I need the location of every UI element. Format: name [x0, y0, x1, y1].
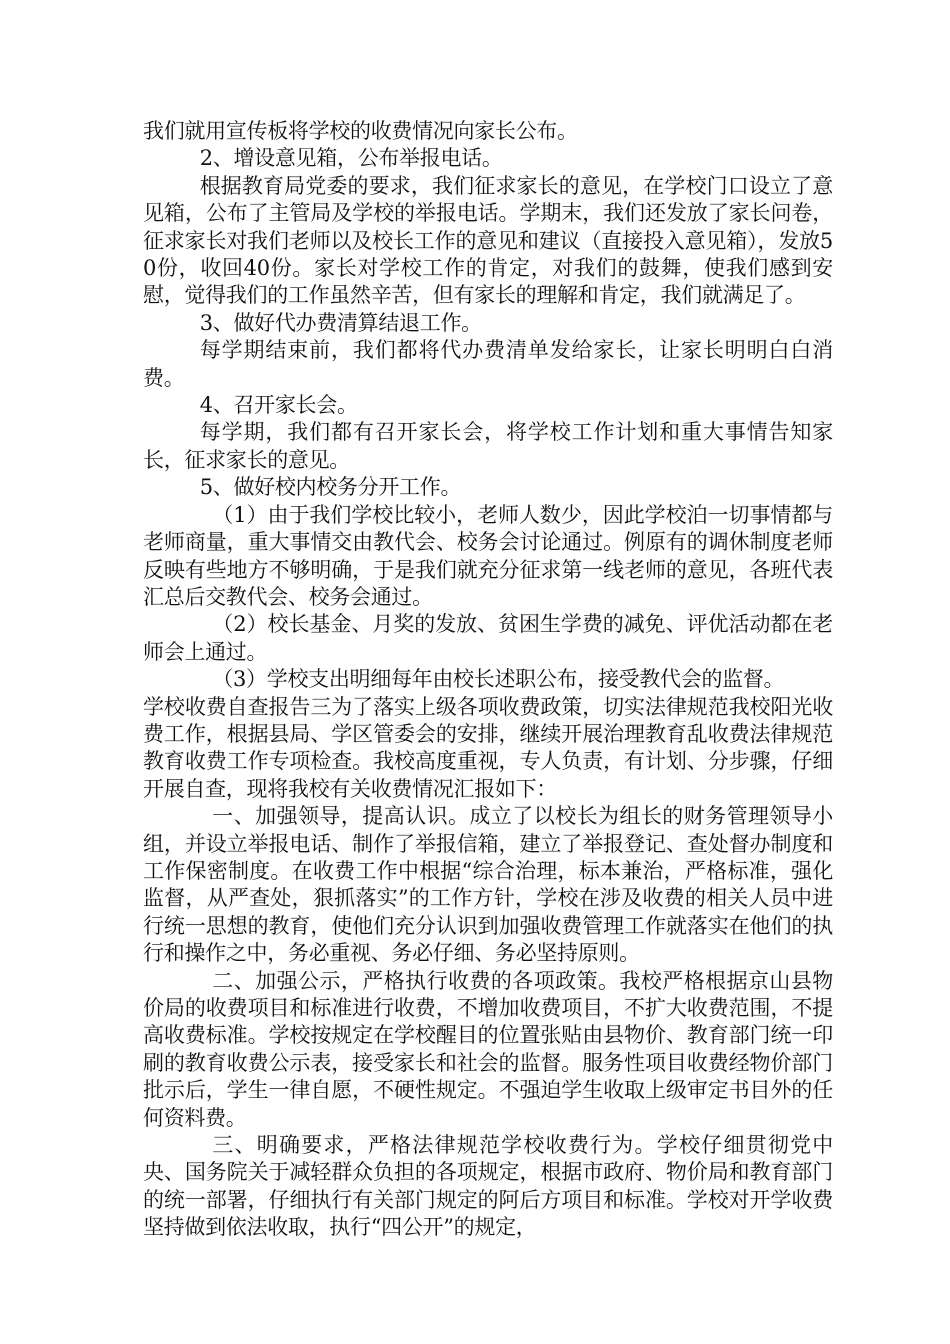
document-body: [143, 118, 833, 1242]
paragraph-heading: 3、做好代办费清算结退工作。: [199, 310, 482, 335]
paragraph: 每学期结束前，我们都将代办费清单发给家长，让家长明明白白消费。: [143, 338, 833, 390]
paragraph-section: 三、明确要求，严格法律规范学校收费行为。学校仔细贯彻党中央、国务院关于减轻群众负担的各项规定，根据市政府、物价局和教育部门的统一部署，仔细执行有关部门规定的阿后方项目和标准。学校对开学收费坚持做到依法收取，执行“四公开”的规定，: [143, 1133, 833, 1240]
paragraph-section: 二、加强公示，严格执行收费的各项政策。我校严格根据京山县物价局的收费项目和标准进行收费，不增加收费项目，不扩大收费范围，不提高收费标准。学校按规定在学校醒目的位置张贴由县物价、教育部门统一印刷的教育收费公示表，接受家长和社会的监督。服务性项目收费经物价部门批示后，学生一律自愿，不硬性规定。不强迫学生收取上级审定书目外的任何资料费。: [143, 968, 833, 1130]
paragraph-heading: 5、做好校内校务分开工作。: [199, 475, 462, 500]
paragraph-heading: 4、召开家长会。: [199, 393, 358, 418]
paragraph-section: 一、加强领导，提高认识。成立了以校长为组长的财务管理领导小组，并设立举报电话、制作了举报信箱，建立了举报登记、查处督办制度和工作保密制度。在收费工作中根据“综合治理，标本兼治，严格标准，强化监督，从严查处，狠抓落实”的工作方针，学校在涉及收费的相关人员中进行统一思想的教育，使他们充分认识到加强收费管理工作就落实在他们的执行和操作之中，务必重视、务必仔细、务必坚持原则。: [143, 804, 833, 966]
paragraph: 根据教育局党委的要求，我们征求家长的意见，在学校门口设立了意见箱，公布了主管局及学校的举报电话。学期末，我们还发放了家长问卷，征求家长对我们老师以及校长工作的意见和建议（直接投入意见箱），发放50份，收回40份。家长对学校工作的肯定，对我们的鼓舞，使我们感到安慰，觉得我们的工作虽然辛苦，但有家长的理解和肯定，我们就满足了。: [143, 173, 833, 308]
paragraph: 我们就用宣传板将学校的收费情况向家长公布。: [143, 119, 578, 143]
paragraph-list-item: （2）校长基金、月奖的发放、贫困生学费的减免、评优活动都在老师会上通过。: [143, 612, 833, 664]
paragraph-list-item: （3）学校支出明细每年由校长述职公布，接受教代会的监督。: [212, 667, 785, 692]
paragraph-list-item: （1）由于我们学校比较小，老师人数少，因此学校泊一切事情都与老师商量，重大事情交由教代会、校务会讨论通过。例原有的调休制度老师反映有些地方不够明确，于是我们就充分征求第一线老师的意见，各班代表汇总后交教代会、校务会通过。: [143, 502, 833, 609]
paragraph: 每学期，我们都有召开家长会，将学校工作计划和重大事情告知家长，征求家长的意见。: [143, 420, 833, 472]
paragraph: 学校收费自查报告三为了落实上级各项收费政策，切实法律规范我校阳光收费工作，根据县局、学区管委会的安排，继续开展治理教育乱收费法律规范教育收费工作专项检查。我校高度重视，专人负责，有计划、分步骤，仔细开展自查，现将我校有关收费情况汇报如下：: [143, 694, 833, 801]
paragraph-heading: 2、增设意见箱，公布举报电话。: [199, 146, 503, 171]
